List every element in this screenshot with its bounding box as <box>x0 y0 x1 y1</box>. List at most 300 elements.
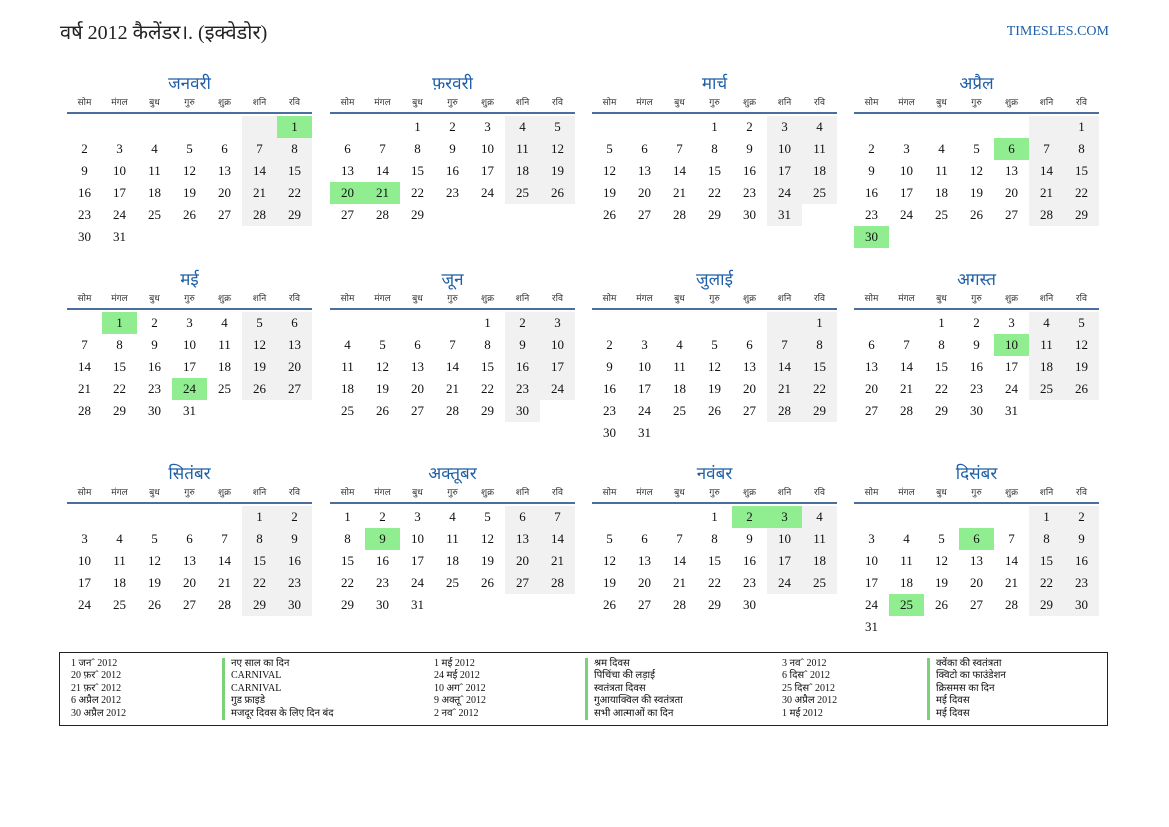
day-cell: 20 <box>970 575 983 590</box>
day-cell: 7 <box>1029 138 1064 160</box>
holiday-day-cell: 1 <box>277 116 312 138</box>
day-cell: 18 <box>673 381 686 396</box>
day-cell: 11 <box>113 553 126 568</box>
day-cell: 9 <box>868 163 875 178</box>
day-cell: 15 <box>1029 550 1064 572</box>
holiday-name: श्रम दिवस <box>585 658 630 670</box>
header-rule <box>330 112 575 114</box>
weekday-label: शनि <box>777 488 792 498</box>
empty-cell <box>994 506 1029 528</box>
day-cell: 24 <box>1005 381 1018 396</box>
empty-cell <box>854 312 889 334</box>
day-cell: 31 <box>411 597 424 612</box>
holiday-day-cell: 30 <box>854 226 889 248</box>
weekday-label: शुक्र <box>217 488 232 498</box>
day-cell: 28 <box>1005 597 1018 612</box>
empty-cell <box>365 312 400 334</box>
day-cell: 29 <box>242 594 277 616</box>
day-cell: 2 <box>973 315 980 330</box>
day-cell: 14 <box>540 528 575 550</box>
day-cell: 28 <box>78 403 91 418</box>
month-name: फ़रवरी <box>432 74 473 93</box>
weekday-label: मंगल <box>374 488 391 498</box>
day-cell: 10 <box>481 141 494 156</box>
day-cell: 16 <box>148 359 161 374</box>
day-cell: 28 <box>540 572 575 594</box>
empty-cell <box>994 116 1029 138</box>
day-cell: 26 <box>148 597 161 612</box>
day-cell: 18 <box>505 160 540 182</box>
day-cell: 3 <box>414 509 421 524</box>
day-cell: 7 <box>449 337 456 352</box>
day-cell: 2 <box>746 119 753 134</box>
day-cell: 12 <box>935 553 948 568</box>
month-name: जून <box>441 270 464 289</box>
day-cell: 26 <box>708 403 721 418</box>
holiday-date: 10 अगˆ 2012 <box>434 682 486 694</box>
month-name: मार्च <box>701 74 728 93</box>
day-cell: 18 <box>446 553 459 568</box>
day-cell: 19 <box>242 356 277 378</box>
day-cell: 16 <box>446 163 459 178</box>
day-cell: 29 <box>1029 594 1064 616</box>
empty-cell <box>172 506 207 528</box>
day-cell: 14 <box>673 163 686 178</box>
day-cell: 5 <box>484 509 491 524</box>
empty-cell <box>592 506 627 528</box>
weekday-label: मंगल <box>374 98 391 108</box>
weekday-label: सोम <box>602 294 617 304</box>
empty-cell <box>959 116 994 138</box>
weekday-label: शुक्र <box>480 294 495 304</box>
day-cell: 10 <box>638 359 651 374</box>
day-cell: 11 <box>900 553 913 568</box>
day-cell: 19 <box>708 381 721 396</box>
weekday-label: सोम <box>340 488 355 498</box>
day-cell: 16 <box>865 185 878 200</box>
empty-cell <box>102 506 137 528</box>
day-cell: 26 <box>183 207 196 222</box>
day-cell: 22 <box>708 575 721 590</box>
weekday-label: बुध <box>936 98 947 108</box>
holiday-name: मई दिवस <box>927 708 970 720</box>
day-cell: 13 <box>183 553 196 568</box>
weekday-label: शनि <box>515 98 530 108</box>
weekday-label: रवि <box>1075 488 1088 498</box>
day-cell: 15 <box>242 550 277 572</box>
day-cell: 22 <box>277 182 312 204</box>
weekday-label: सोम <box>602 488 617 498</box>
day-cell: 17 <box>113 185 126 200</box>
holiday-day-cell: 2 <box>732 506 767 528</box>
weekday-label: शुक्र <box>1004 294 1019 304</box>
day-cell: 2 <box>505 312 540 334</box>
holiday-name: गुआयाक्विल की स्वतंत्रता <box>585 695 683 707</box>
day-cell: 28 <box>900 403 913 418</box>
month-calendar <box>67 73 312 248</box>
weekday-header <box>854 95 1099 111</box>
day-cell: 30 <box>376 597 389 612</box>
day-cell: 18 <box>900 575 913 590</box>
day-cell: 27 <box>341 207 354 222</box>
day-cell: 9 <box>746 141 753 156</box>
day-cell: 31 <box>183 403 196 418</box>
month-name: अक्तूबर <box>428 464 477 483</box>
day-cell: 16 <box>78 185 91 200</box>
day-cell: 30 <box>743 207 756 222</box>
day-cell: 23 <box>277 572 312 594</box>
day-cell: 11 <box>802 138 837 160</box>
day-cell: 22 <box>1029 572 1064 594</box>
day-cell: 14 <box>218 553 231 568</box>
weekday-label: गुरु <box>971 488 982 498</box>
weekday-label: बुध <box>149 98 160 108</box>
day-cell: 26 <box>603 207 616 222</box>
day-cell: 8 <box>802 334 837 356</box>
weekday-label: रवि <box>288 488 301 498</box>
day-cell: 3 <box>903 141 910 156</box>
day-cell: 31 <box>1005 403 1018 418</box>
day-cell: 3 <box>81 531 88 546</box>
day-cell: 24 <box>767 572 802 594</box>
day-cell: 9 <box>746 531 753 546</box>
day-cell: 4 <box>116 531 123 546</box>
day-grid <box>67 116 312 248</box>
day-cell: 7 <box>676 141 683 156</box>
day-cell: 12 <box>376 359 389 374</box>
day-cell: 8 <box>242 528 277 550</box>
day-grid <box>592 312 837 444</box>
day-cell: 8 <box>711 531 718 546</box>
empty-cell <box>242 116 277 138</box>
day-cell: 4 <box>676 337 683 352</box>
day-cell: 21 <box>78 381 91 396</box>
day-cell: 24 <box>540 378 575 400</box>
empty-cell <box>400 312 435 334</box>
day-cell: 7 <box>242 138 277 160</box>
holiday-day-cell: 1 <box>102 312 137 334</box>
day-cell: 11 <box>673 359 686 374</box>
header-rule <box>592 502 837 504</box>
holiday-name: क्रिसमस का दिन <box>927 683 995 695</box>
holiday-day-cell: 10 <box>994 334 1029 356</box>
day-cell: 7 <box>81 337 88 352</box>
day-cell: 29 <box>411 207 424 222</box>
day-cell: 27 <box>865 403 878 418</box>
day-cell: 6 <box>186 531 193 546</box>
day-grid <box>67 506 312 616</box>
holiday-name: CARNIVAL <box>222 670 281 682</box>
day-cell: 28 <box>446 403 459 418</box>
day-cell: 28 <box>673 207 686 222</box>
day-cell: 20 <box>865 381 878 396</box>
day-cell: 12 <box>708 359 721 374</box>
day-cell: 15 <box>113 359 126 374</box>
weekday-label: रवि <box>813 98 826 108</box>
holiday-day-cell: 9 <box>365 528 400 550</box>
day-grid <box>854 506 1099 638</box>
day-cell: 8 <box>484 337 491 352</box>
header-rule <box>67 308 312 310</box>
day-cell: 30 <box>603 425 616 440</box>
day-cell: 17 <box>183 359 196 374</box>
day-cell: 12 <box>481 531 494 546</box>
day-cell: 15 <box>481 359 494 374</box>
day-cell: 3 <box>484 119 491 134</box>
month-name: सितंबर <box>168 464 211 483</box>
day-cell: 17 <box>767 160 802 182</box>
day-cell: 15 <box>1064 160 1099 182</box>
empty-cell <box>67 506 102 528</box>
day-cell: 5 <box>938 531 945 546</box>
weekday-label: सोम <box>864 294 879 304</box>
holiday-date: 1 जनˆ 2012 <box>71 658 118 669</box>
weekday-label: बुध <box>936 294 947 304</box>
day-cell: 1 <box>1064 116 1099 138</box>
day-cell: 14 <box>1029 160 1064 182</box>
day-cell: 23 <box>743 185 756 200</box>
weekday-label: मंगल <box>111 98 128 108</box>
day-cell: 23 <box>865 207 878 222</box>
holiday-date: 6 अप्रैल 2012 <box>71 695 122 707</box>
day-cell: 2 <box>151 315 158 330</box>
day-cell: 8 <box>938 337 945 352</box>
day-cell: 17 <box>540 356 575 378</box>
day-cell: 9 <box>81 163 88 178</box>
day-cell: 10 <box>78 553 91 568</box>
day-cell: 27 <box>1005 207 1018 222</box>
weekday-header <box>67 485 312 501</box>
day-cell: 24 <box>900 207 913 222</box>
holiday-name: मई दिवस <box>927 695 970 707</box>
day-cell: 2 <box>1064 506 1099 528</box>
weekday-label: गुरु <box>447 294 458 304</box>
day-grid <box>330 116 575 226</box>
day-cell: 14 <box>242 160 277 182</box>
day-grid <box>854 312 1099 422</box>
empty-cell <box>924 116 959 138</box>
weekday-label: गुरु <box>447 488 458 498</box>
day-cell: 22 <box>341 575 354 590</box>
day-cell: 13 <box>411 359 424 374</box>
day-cell: 29 <box>935 403 948 418</box>
day-cell: 12 <box>242 334 277 356</box>
day-cell: 22 <box>113 381 126 396</box>
day-cell: 22 <box>411 185 424 200</box>
day-cell: 11 <box>218 337 231 352</box>
day-cell: 22 <box>708 185 721 200</box>
day-cell: 29 <box>277 204 312 226</box>
weekday-label: रवि <box>551 98 564 108</box>
holiday-name: मजदूर दिवस के लिए दिन बंद <box>222 708 334 720</box>
day-cell: 9 <box>973 337 980 352</box>
weekday-label: रवि <box>288 294 301 304</box>
weekday-label: सोम <box>77 98 92 108</box>
weekday-label: सोम <box>340 98 355 108</box>
day-cell: 6 <box>221 141 228 156</box>
weekday-label: शनि <box>252 98 267 108</box>
month-name: नवंबर <box>696 464 733 483</box>
weekday-label: मंगल <box>374 294 391 304</box>
day-cell: 10 <box>113 163 126 178</box>
month-name: दिसंबर <box>955 464 998 483</box>
holiday-date: 20 फ़रˆ 2012 <box>71 670 122 682</box>
day-cell: 12 <box>540 138 575 160</box>
day-cell: 20 <box>505 550 540 572</box>
day-cell: 4 <box>1029 312 1064 334</box>
day-cell: 26 <box>242 378 277 400</box>
day-cell: 6 <box>746 337 753 352</box>
header-rule <box>854 502 1099 504</box>
month-name: जनवरी <box>168 74 211 93</box>
weekday-label: शनि <box>515 488 530 498</box>
day-cell: 10 <box>411 531 424 546</box>
weekday-label: सोम <box>864 98 879 108</box>
empty-cell <box>662 506 697 528</box>
day-cell: 3 <box>540 312 575 334</box>
day-grid <box>330 506 575 616</box>
empty-cell <box>330 116 365 138</box>
day-cell: 21 <box>767 378 802 400</box>
empty-cell <box>67 312 102 334</box>
weekday-label: बुध <box>674 98 685 108</box>
weekday-label: बुध <box>149 488 160 498</box>
day-cell: 1 <box>802 312 837 334</box>
day-cell: 12 <box>603 163 616 178</box>
day-cell: 6 <box>505 506 540 528</box>
weekday-label: बुध <box>412 294 423 304</box>
day-cell: 18 <box>113 575 126 590</box>
empty-cell <box>102 116 137 138</box>
day-cell: 15 <box>411 163 424 178</box>
day-cell: 7 <box>767 334 802 356</box>
weekday-label: शनि <box>777 294 792 304</box>
weekday-label: शुक्र <box>742 488 757 498</box>
weekday-label: सोम <box>340 294 355 304</box>
day-cell: 12 <box>148 553 161 568</box>
day-cell: 24 <box>638 403 651 418</box>
day-cell: 14 <box>446 359 459 374</box>
weekday-label: बुध <box>674 294 685 304</box>
day-grid <box>330 312 575 422</box>
day-cell: 9 <box>449 141 456 156</box>
day-cell: 4 <box>221 315 228 330</box>
day-grid <box>67 312 312 422</box>
holiday-name: क्विटो का फाउंडेशन <box>927 670 1006 682</box>
day-cell: 23 <box>1064 572 1099 594</box>
weekday-label: गुरु <box>184 294 195 304</box>
day-cell: 27 <box>411 403 424 418</box>
day-cell: 27 <box>277 378 312 400</box>
empty-cell <box>592 312 627 334</box>
day-cell: 9 <box>1064 528 1099 550</box>
day-cell: 25 <box>802 572 837 594</box>
weekday-label: शनि <box>252 294 267 304</box>
empty-cell <box>889 116 924 138</box>
day-cell: 7 <box>903 337 910 352</box>
day-cell: 1 <box>484 315 491 330</box>
header-rule <box>67 112 312 114</box>
day-cell: 30 <box>505 400 540 422</box>
day-cell: 28 <box>1029 204 1064 226</box>
holiday-day-cell: 6 <box>959 528 994 550</box>
day-cell: 30 <box>1064 594 1099 616</box>
day-cell: 25 <box>218 381 231 396</box>
month-calendar <box>854 463 1099 638</box>
empty-cell <box>137 116 172 138</box>
weekday-label: गुरु <box>709 294 720 304</box>
holiday-name: गुड फ्राइडे <box>222 695 265 707</box>
day-cell: 16 <box>743 163 756 178</box>
month-calendar <box>854 73 1099 248</box>
day-cell: 20 <box>638 575 651 590</box>
day-cell: 2 <box>449 119 456 134</box>
holiday-day-cell: 3 <box>767 506 802 528</box>
day-cell: 5 <box>242 312 277 334</box>
day-cell: 19 <box>935 575 948 590</box>
day-cell: 21 <box>673 185 686 200</box>
day-cell: 26 <box>481 575 494 590</box>
day-cell: 30 <box>148 403 161 418</box>
weekday-label: रवि <box>551 294 564 304</box>
day-cell: 26 <box>376 403 389 418</box>
day-cell: 25 <box>505 182 540 204</box>
day-cell: 11 <box>148 163 161 178</box>
day-cell: 19 <box>970 185 983 200</box>
day-cell: 19 <box>603 575 616 590</box>
day-cell: 23 <box>505 378 540 400</box>
day-cell: 13 <box>277 334 312 356</box>
day-cell: 11 <box>505 138 540 160</box>
day-cell: 6 <box>641 141 648 156</box>
site-link[interactable]: TIMESLES.COM <box>1006 24 1109 39</box>
holiday-date: 1 मई 2012 <box>782 707 823 719</box>
day-cell: 5 <box>379 337 386 352</box>
day-cell: 17 <box>78 575 91 590</box>
day-cell: 7 <box>676 531 683 546</box>
day-cell: 4 <box>802 116 837 138</box>
weekday-header <box>592 485 837 501</box>
day-cell: 25 <box>148 207 161 222</box>
weekday-label: मंगल <box>636 488 653 498</box>
day-cell: 11 <box>446 531 459 546</box>
day-cell: 20 <box>411 381 424 396</box>
month-calendar <box>592 73 837 226</box>
day-cell: 28 <box>242 204 277 226</box>
empty-cell <box>1029 116 1064 138</box>
day-cell: 20 <box>218 185 231 200</box>
day-cell: 7 <box>379 141 386 156</box>
day-cell: 31 <box>113 229 126 244</box>
header-rule <box>330 502 575 504</box>
day-cell: 26 <box>1064 378 1099 400</box>
day-cell: 13 <box>218 163 231 178</box>
day-cell: 27 <box>743 403 756 418</box>
holiday-date: 6 दिसˆ 2012 <box>782 670 830 682</box>
day-cell: 6 <box>277 312 312 334</box>
day-cell: 3 <box>116 141 123 156</box>
day-cell: 15 <box>935 359 948 374</box>
day-cell: 20 <box>183 575 196 590</box>
weekday-header <box>330 485 575 501</box>
day-cell: 5 <box>711 337 718 352</box>
month-calendar <box>592 269 837 444</box>
day-cell: 16 <box>277 550 312 572</box>
weekday-label: शुक्र <box>480 488 495 498</box>
month-calendar <box>854 269 1099 422</box>
weekday-label: मंगल <box>898 294 915 304</box>
day-cell: 3 <box>641 337 648 352</box>
